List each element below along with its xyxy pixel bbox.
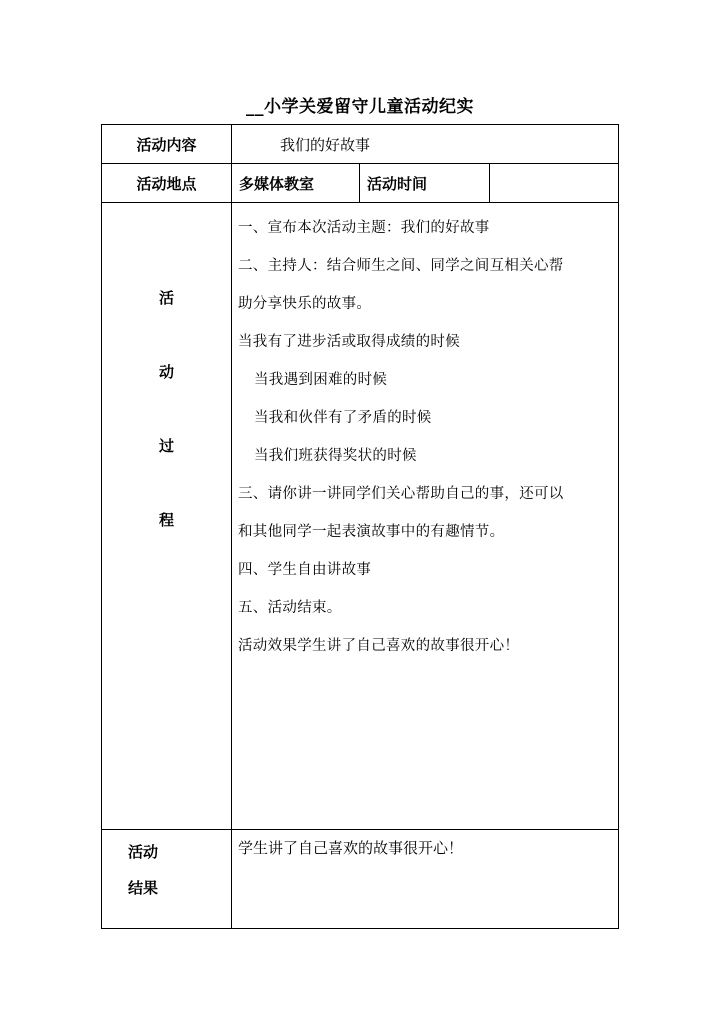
process-line: 四、学生自由讲故事 xyxy=(238,562,372,578)
result-label xyxy=(102,830,232,929)
process-line: 活动效果学生讲了自己喜欢的故事很开心！ xyxy=(238,638,520,654)
title-blank: __ xyxy=(246,97,264,117)
process-line: 当我有了进步活或取得成绩的时候 xyxy=(238,334,460,350)
process-line: 当我遇到困难的时候 xyxy=(254,372,388,388)
content-value: 我们的好故事 xyxy=(232,125,619,164)
process-line: 和其他同学一起表演故事中的有趣情节。 xyxy=(238,524,505,540)
process-line: 助分享快乐的故事。 xyxy=(238,296,372,312)
row-activity-result xyxy=(102,830,619,929)
location-value: 多媒体教室 xyxy=(232,164,360,203)
location-label: 活动地点 xyxy=(102,164,232,203)
process-body xyxy=(232,203,619,830)
time-label: 活动时间 xyxy=(360,164,490,203)
process-label-char: 动 xyxy=(158,363,174,381)
time-value xyxy=(490,164,619,203)
result-value: 学生讲了自己喜欢的故事很开心！ xyxy=(232,830,619,929)
process-line: 一、宣布本次活动主题：我们的好故事 xyxy=(238,220,490,236)
result-label-line: 活动 xyxy=(128,843,159,861)
content-label: 活动内容 xyxy=(102,125,232,164)
process-label-char: 程 xyxy=(158,511,174,529)
row-activity-location xyxy=(102,164,619,203)
result-label-line: 结果 xyxy=(128,879,159,897)
process-line: 二、主持人：结合师生之间、同学之间互相关心帮 xyxy=(238,258,564,274)
process-label-char: 活 xyxy=(158,289,174,307)
process-line: 三、请你讲一讲同学们关心帮助自己的事，还可以 xyxy=(238,486,564,502)
process-line: 五、活动结束。 xyxy=(238,600,342,616)
activity-record-table xyxy=(101,124,619,929)
process-label-char: 过 xyxy=(158,437,174,455)
process-label xyxy=(102,203,232,830)
process-line: 当我们班获得奖状的时候 xyxy=(254,448,417,464)
row-activity-process xyxy=(102,203,619,830)
row-activity-content xyxy=(102,125,619,164)
title-text: 小学关爱留守儿童活动纪实 xyxy=(264,97,474,117)
document-title xyxy=(0,92,720,117)
process-line: 当我和伙伴有了矛盾的时候 xyxy=(254,410,432,426)
